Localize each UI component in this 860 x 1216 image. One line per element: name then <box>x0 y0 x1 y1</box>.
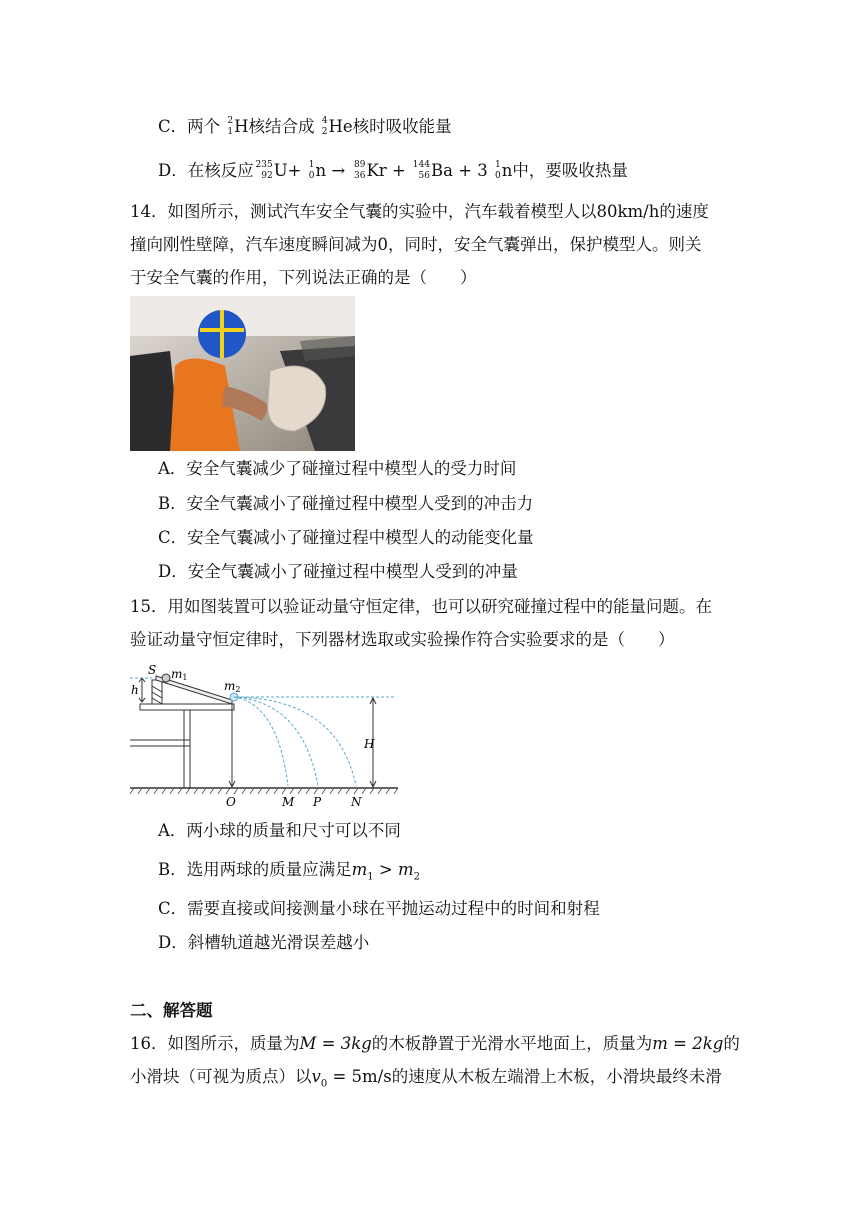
svg-text:m2: m2 <box>224 679 241 694</box>
q15-option-a[interactable]: A．两小球的质量和尺寸可以不同 <box>158 821 401 840</box>
svg-text:m1: m1 <box>171 667 188 682</box>
q14-stem-line-2: 撞向刚性壁障，汽车速度瞬间减为0，同时，安全气囊弹出，保护模型人。则关 <box>130 235 702 254</box>
q15-option-c[interactable]: C．需要直接或间接测量小球在平抛运动过程中的时间和射程 <box>158 899 600 918</box>
q15-stem-line-2: 验证动量守恒定律时，下列器材选取或实验操作符合实验要求的是（ ） <box>130 630 675 649</box>
label-O: O <box>226 795 236 809</box>
nuclide-h: 2 1 <box>227 116 234 137</box>
label-H: H <box>364 737 375 751</box>
label-h: h <box>131 683 139 697</box>
nuclide-he: 4 2 <box>321 116 328 137</box>
option-text: 核结合成 <box>248 117 315 136</box>
q13-option-c[interactable] <box>158 116 452 138</box>
q14-option-a[interactable]: A．安全气囊减少了碰撞过程中模型人的受力时间 <box>158 459 517 478</box>
option-text: 在核反应 <box>187 161 254 180</box>
airbag-crash-test-photo <box>130 296 355 451</box>
q14-option-d[interactable]: D．安全气囊减小了碰撞过程中模型人受到的冲量 <box>158 562 518 581</box>
nuclide-symbol: He <box>328 117 353 136</box>
q14-option-b[interactable]: B．安全气囊减小了碰撞过程中模型人受到的冲击力 <box>158 494 534 513</box>
section-heading: 二、解答题 <box>130 1001 213 1020</box>
label-P: P <box>313 795 322 809</box>
label-M: M <box>282 795 295 809</box>
ground-hatch <box>130 788 398 794</box>
velocity-symbol: v <box>311 1067 321 1086</box>
ball-m1 <box>162 674 170 682</box>
option-text: B．选用两球的质量应满足 <box>158 860 352 879</box>
speed-value: 80km/h <box>596 202 660 221</box>
mass-m-value: m = 2kg <box>652 1034 724 1053</box>
label-m2: m <box>224 679 236 693</box>
q15-option-b[interactable] <box>158 859 420 888</box>
trajectory-p <box>234 697 318 786</box>
subscript: 1 <box>367 871 374 883</box>
table-top <box>140 704 234 710</box>
q14-stem-line-1: 14．如图所示，测试汽车安全气囊的实验中，汽车载着模型人以80km/h的速度 <box>130 202 709 221</box>
q16-stem-line-1: 16．如图所示，质量为M = 3kg的木板静置于光滑水平地面上，质量为m = 2kg的 <box>130 1034 740 1053</box>
mass-symbol: m <box>351 860 368 879</box>
q14-option-c[interactable]: C．安全气囊减小了碰撞过程中模型人的动能变化量 <box>158 528 534 547</box>
label-S: S <box>148 664 157 677</box>
chute-support <box>152 680 162 704</box>
q14-stem-line-3: 于安全气囊的作用，下列说法正确的是（ ） <box>130 268 477 287</box>
trajectory-m <box>234 697 288 786</box>
option-label: C． <box>158 117 188 136</box>
label-m1: m <box>171 667 183 681</box>
option-label: D． <box>158 161 188 180</box>
operator: > <box>373 860 398 879</box>
label-N: N <box>351 795 362 809</box>
momentum-experiment-diagram <box>128 664 408 818</box>
option-text: 核时吸收能量 <box>352 117 452 136</box>
option-text: 两个 <box>187 117 221 136</box>
velocity-value: = 5m/s <box>327 1067 392 1086</box>
option-text: 中，要吸收热量 <box>512 161 628 180</box>
mass-M-value: M = 3kg <box>299 1034 372 1053</box>
nuclide-symbol: H <box>234 117 249 136</box>
nuclear-equation: 235 92 U+ 1 0 n → 89 36 Kr + 144 56 Ba + 3 1 0 n <box>255 160 513 181</box>
subscript: 2 <box>413 871 421 883</box>
q13-option-d[interactable] <box>158 160 628 182</box>
trajectory-n <box>234 697 356 786</box>
q15-option-d[interactable]: D．斜槽轨道越光滑误差越小 <box>158 933 370 952</box>
q16-stem-line-2: 小滑块（可视为质点）以$v_0 = 5m/s$的速度从木板左端滑上木板，小滑块最终未滑 <box>130 1067 722 1090</box>
q15-stem-line-1: 15．用如图装置可以验证动量守恒定律，也可以研究碰撞过程中的能量问题。在 <box>130 597 712 616</box>
mass-symbol: m <box>398 860 414 879</box>
